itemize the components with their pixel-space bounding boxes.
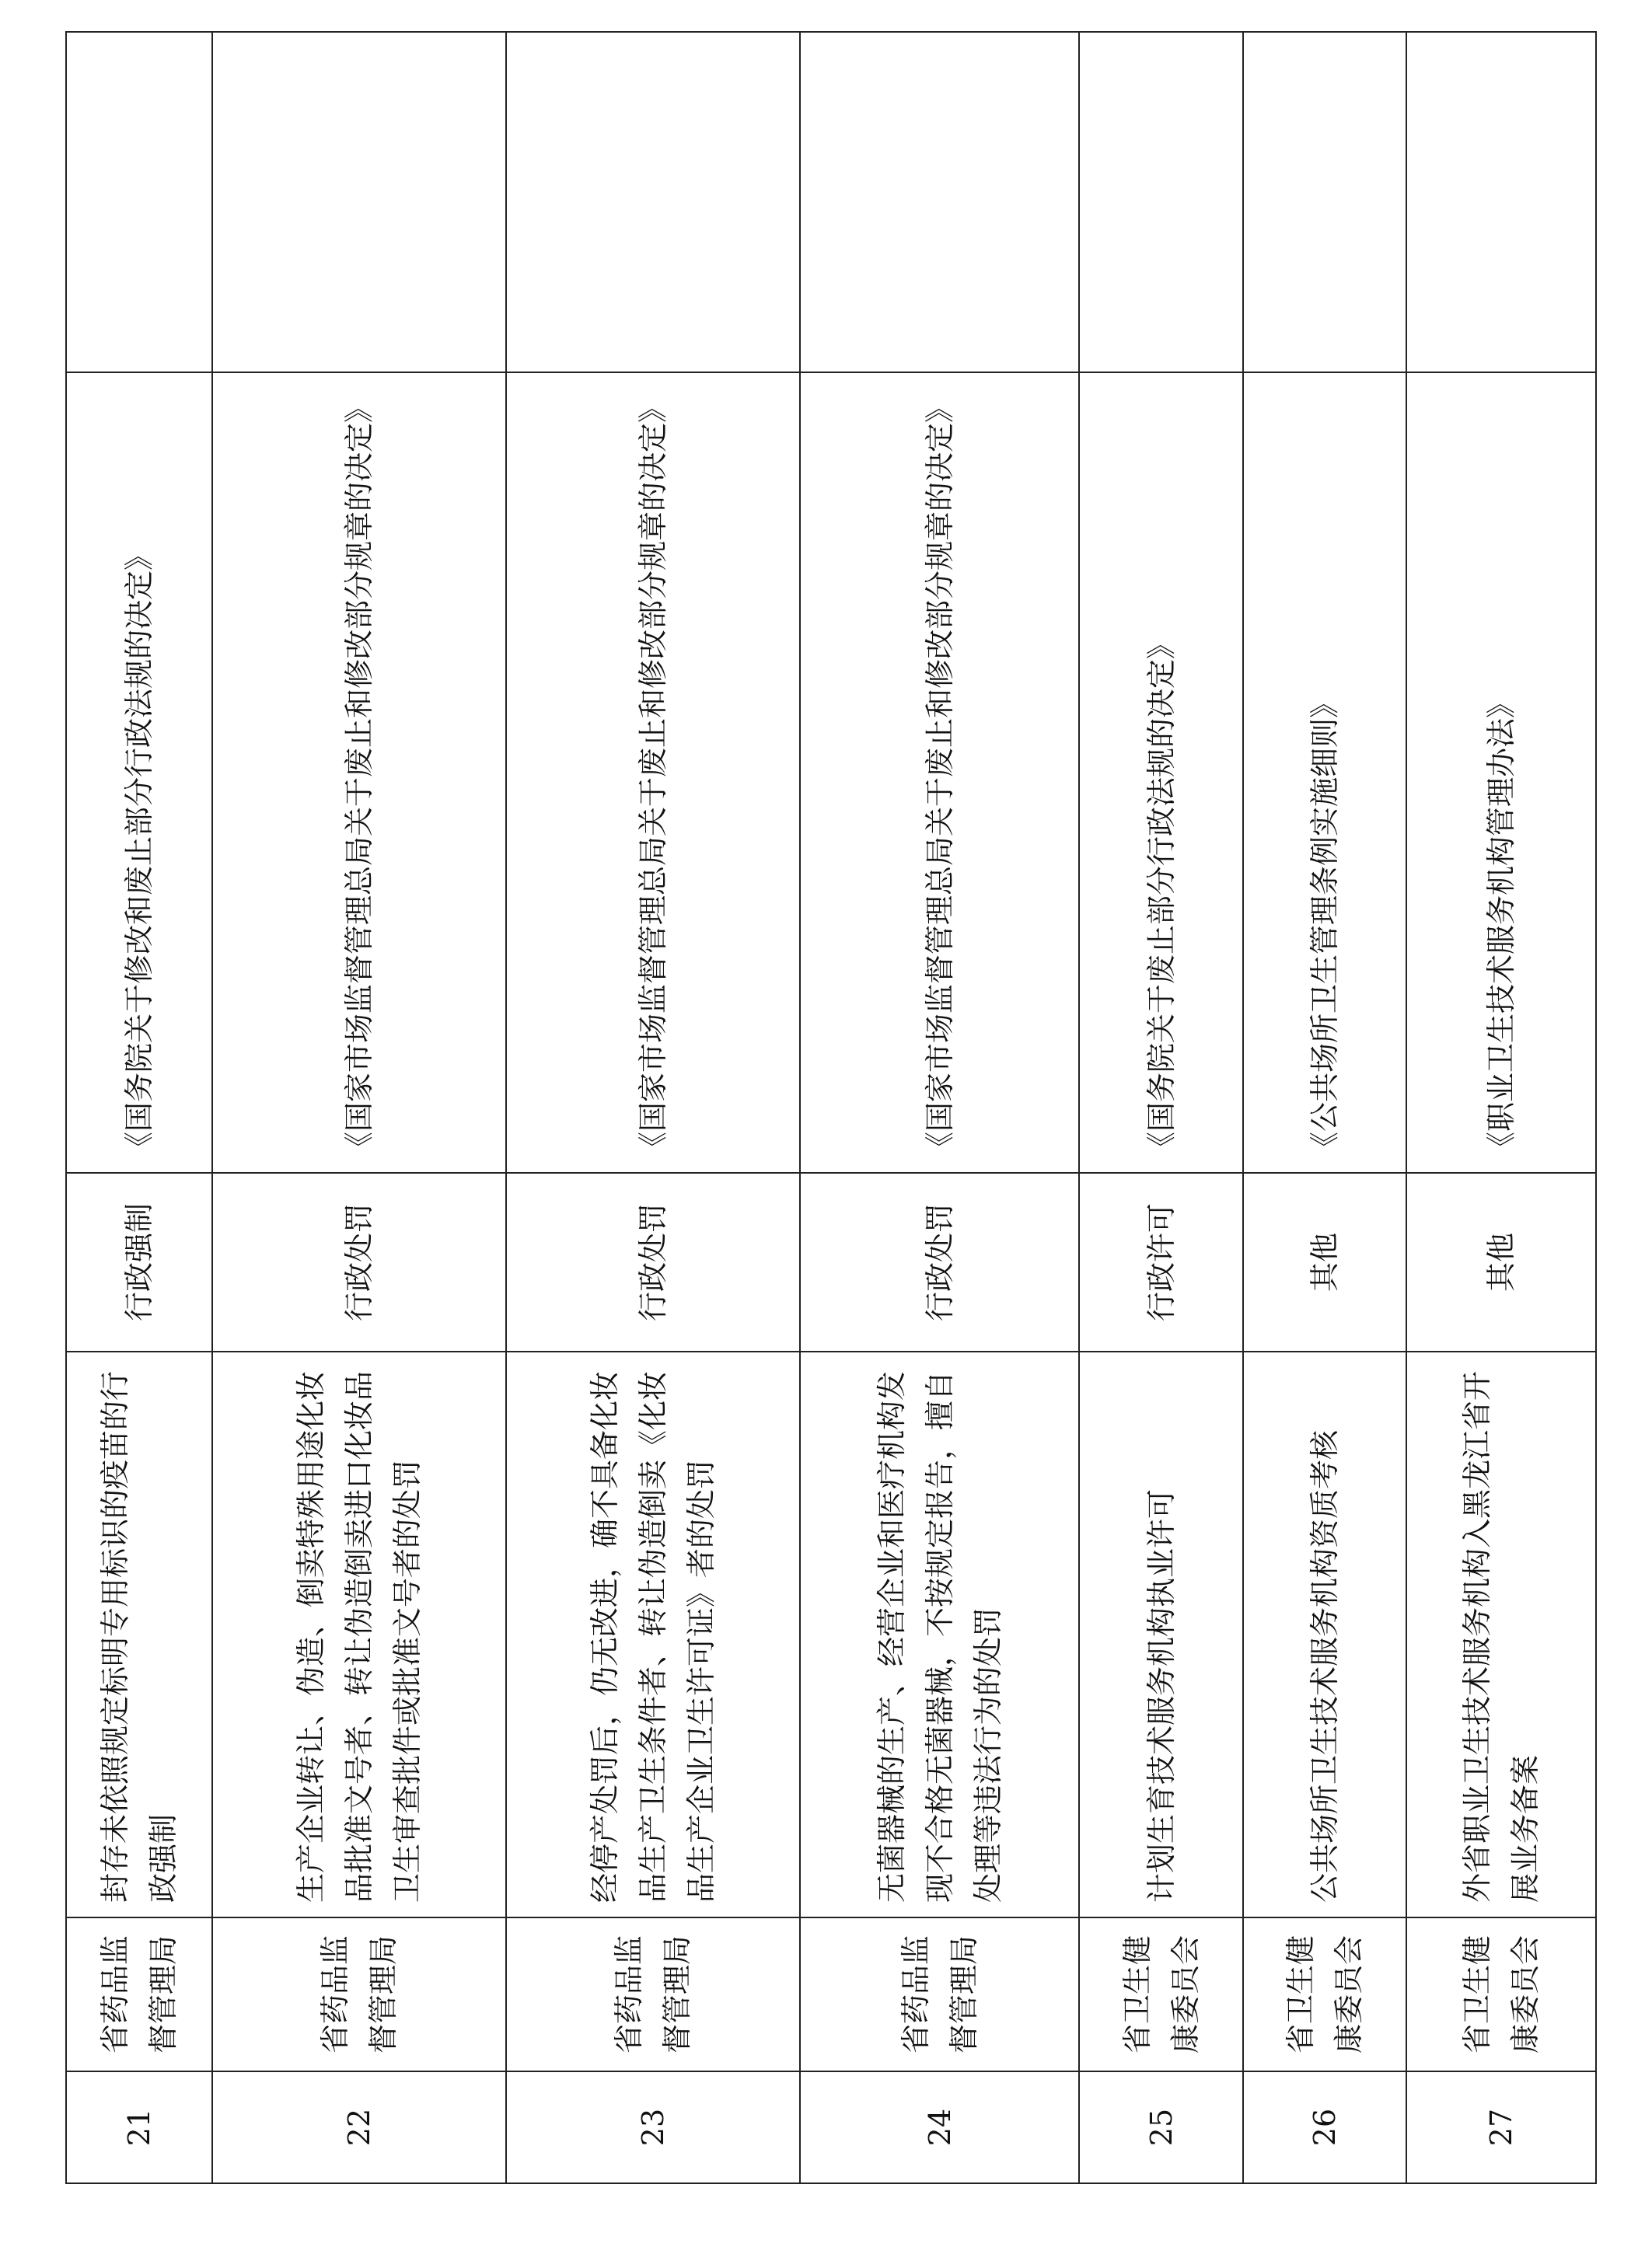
table-row-22-item: 生产企业转让、伪造、倒卖特殊用途化妆品批准文号者、转让伪造倒卖进口化妆品卫生审查批件或批准文号者的处罚: [294, 1370, 424, 1903]
table-row-25-dept: 省卫生健康委员会: [1119, 1935, 1203, 2054]
table-row-24-dept: 省药品监督管理局: [898, 1935, 981, 2054]
table-row-22-dept: 省药品监督管理局: [318, 1935, 400, 2054]
table-row-22-no: 22: [342, 2108, 376, 2147]
table-row-21-item: 封存未依照规定标明专用标识的疫苗的行政强制: [98, 1370, 180, 1903]
table-row-26-note: [1244, 33, 1406, 372]
table-row-24-item: 无菌器械的生产、经营企业和医疗机构发现不合格无菌器械，不按规定报告，擅自处理等违法行为的处罚: [874, 1370, 1005, 1903]
table-row-26-type: 其他: [1308, 1233, 1342, 1293]
table-row-25-basis: 《国务院关于废止部分行政法规的决定》: [1144, 629, 1179, 1161]
table-row-25-type: 行政许可: [1144, 1203, 1179, 1322]
table-row-21-note: [67, 33, 211, 372]
table-row-23-note: [507, 33, 799, 372]
table-row-21-dept: 省药品监督管理局: [98, 1935, 180, 2054]
table-row-23-basis: 《国家市场监督管理总局关于废止和修改部分规章的决定》: [636, 393, 670, 1161]
table-row-24-type: 行政处罚: [922, 1203, 957, 1322]
table-row-26-no: 26: [1308, 2108, 1342, 2147]
table-row-21-basis: 《国务院关于修改和废止部分行政法规的决定》: [122, 540, 156, 1161]
table-row-24-basis: 《国家市场监督管理总局关于废止和修改部分规章的决定》: [922, 393, 957, 1161]
table-row-23-type: 行政处罚: [636, 1203, 670, 1322]
table-row-24-note: [801, 33, 1078, 372]
table-row-23-item: 经停产处罚后，仍无改进，确不具备化妆品生产卫生条件者、转让伪造倒卖《化妆品生产企业卫生许可证》者的处罚: [588, 1370, 718, 1903]
table-row-25-note: [1080, 33, 1242, 372]
table-row-27-dept: 省卫生健康委员会: [1460, 1935, 1542, 2054]
table-row-24-no: 24: [922, 2108, 957, 2147]
table-row-26-basis: 《公共场所卫生管理条例实施细则》: [1308, 688, 1342, 1161]
table-border-bottom: [65, 2183, 1597, 2184]
table-row-22-basis: 《国家市场监督管理总局关于废止和修改部分规章的决定》: [342, 393, 376, 1161]
table-row-27-no: 27: [1484, 2108, 1518, 2147]
table-row-23-no: 23: [636, 2108, 670, 2147]
table-row-21-no: 21: [122, 2108, 156, 2147]
table-row-27-note: [1407, 33, 1595, 372]
table-row-21-type: 行政强制: [122, 1203, 156, 1322]
table-border-right: [1595, 31, 1597, 2184]
table-row-27-item: 外省职业卫生技术服务机构入黑龙江省开展业务备案: [1460, 1370, 1542, 1903]
table-row-22-type: 行政处罚: [342, 1203, 376, 1322]
table-row-26-item: 公共场所卫生技术服务机构资质考核: [1308, 1429, 1342, 1903]
table-row-26-dept: 省卫生健康委员会: [1284, 1935, 1366, 2054]
table-row-27-type: 其他: [1484, 1233, 1518, 1293]
table-row-25-item: 计划生育技术服务机构执业许可: [1144, 1488, 1179, 1903]
table-row-27-basis: 《职业卫生技术服务机构管理办法》: [1484, 688, 1518, 1161]
catalog-table: [65, 31, 1597, 2184]
table-row-23-dept: 省药品监督管理局: [612, 1935, 694, 2054]
table-row-22-note: [213, 33, 505, 372]
table-row-25-no: 25: [1144, 2108, 1179, 2147]
